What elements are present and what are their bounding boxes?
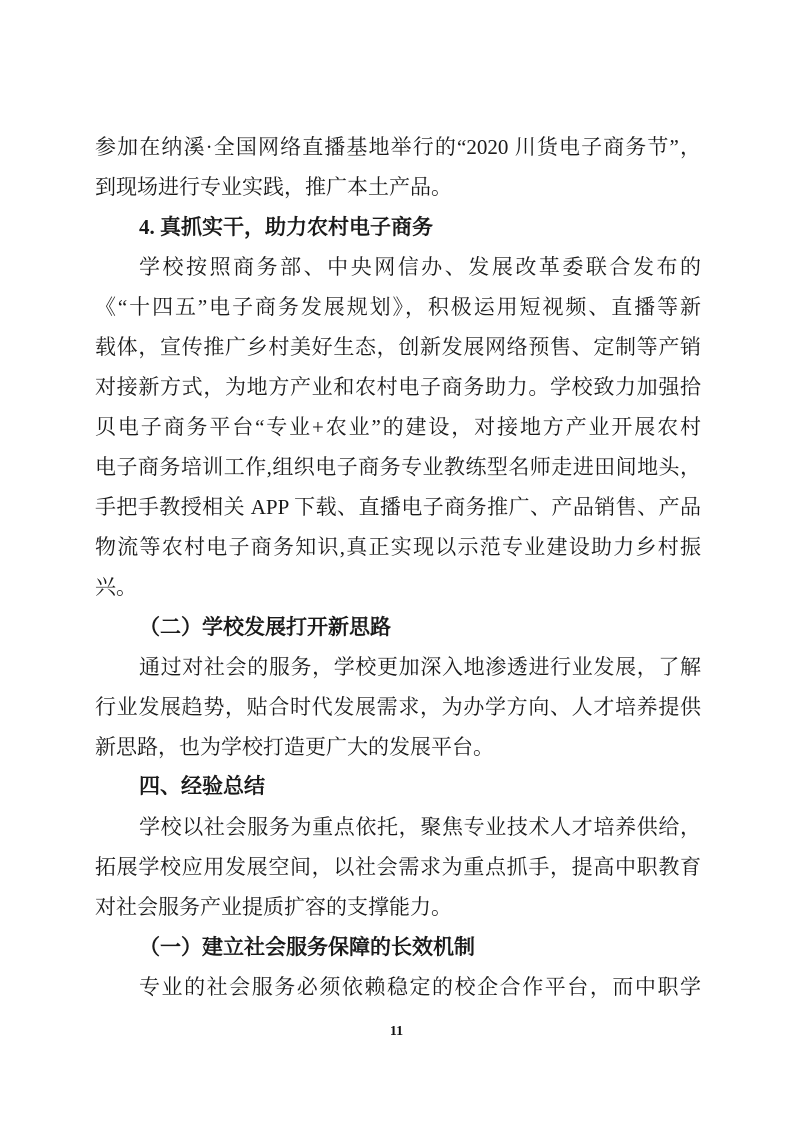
paragraph-line: 载体，宣传推广乡村美好生态，创新发展网络预售、定制等产销 bbox=[95, 335, 701, 359]
paragraph-line: 手把手教授相关 APP 下载、直播电子商务推广、产品销售、产品 bbox=[95, 495, 701, 519]
item-heading: （二）学校发展打开新思路 bbox=[139, 615, 391, 639]
paragraph-line: 专业的社会服务必须依赖稳定的校企合作平台，而中职学 bbox=[139, 975, 701, 999]
paragraph-line: 电子商务培训工作,组织电子商务专业教练型名师走进田间地头， bbox=[95, 455, 701, 479]
paragraph-line: 行业发展趋势，贴合时代发展需求，为办学方向、人才培养提供 bbox=[95, 695, 701, 719]
paragraph-line: 参加在纳溪·全国网络直播基地举行的“2020 川货电子商务节”， bbox=[95, 135, 701, 159]
paragraph-line: 到现场进行专业实践，推广本土产品。 bbox=[95, 175, 452, 199]
page-number: 11 bbox=[389, 1024, 404, 1039]
paragraph-line: 新思路，也为学校打造更广大的发展平台。 bbox=[95, 735, 494, 759]
paragraph-line: 通过对社会的服务，学校更加深入地渗透进行业发展，了解 bbox=[139, 655, 701, 679]
paragraph-line: 兴。 bbox=[95, 575, 137, 599]
paragraph-line: 对接新方式，为地方产业和农村电子商务助力。学校致力加强拾 bbox=[95, 375, 701, 399]
paragraph-line: 《“十四五”电子商务发展规划》，积极运用短视频、直播等新 bbox=[95, 295, 701, 319]
paragraph-line: 学校以社会服务为重点依托，聚焦专业技术人才培养供给， bbox=[139, 815, 701, 839]
page-content bbox=[95, 127, 701, 1007]
paragraph-line: 学校按照商务部、中央网信办、发展改革委联合发布的 bbox=[139, 255, 701, 279]
numbered-subheading: 4. 真抓实干，助力农村电子商务 bbox=[139, 215, 433, 239]
item-heading: （一）建立社会服务保障的长效机制 bbox=[139, 935, 475, 959]
paragraph-line: 物流等农村电子商务知识,真正实现以示范专业建设助力乡村振 bbox=[95, 535, 701, 559]
paragraph-line: 拓展学校应用发展空间，以社会需求为重点抓手，提高中职教育 bbox=[95, 855, 701, 879]
section-heading: 四、经验总结 bbox=[139, 775, 265, 798]
paragraph-line: 贝电子商务平台“专业+农业”的建设，对接地方产业开展农村 bbox=[95, 415, 701, 439]
paragraph-line: 对社会服务产业提质扩容的支撑能力。 bbox=[95, 895, 452, 919]
